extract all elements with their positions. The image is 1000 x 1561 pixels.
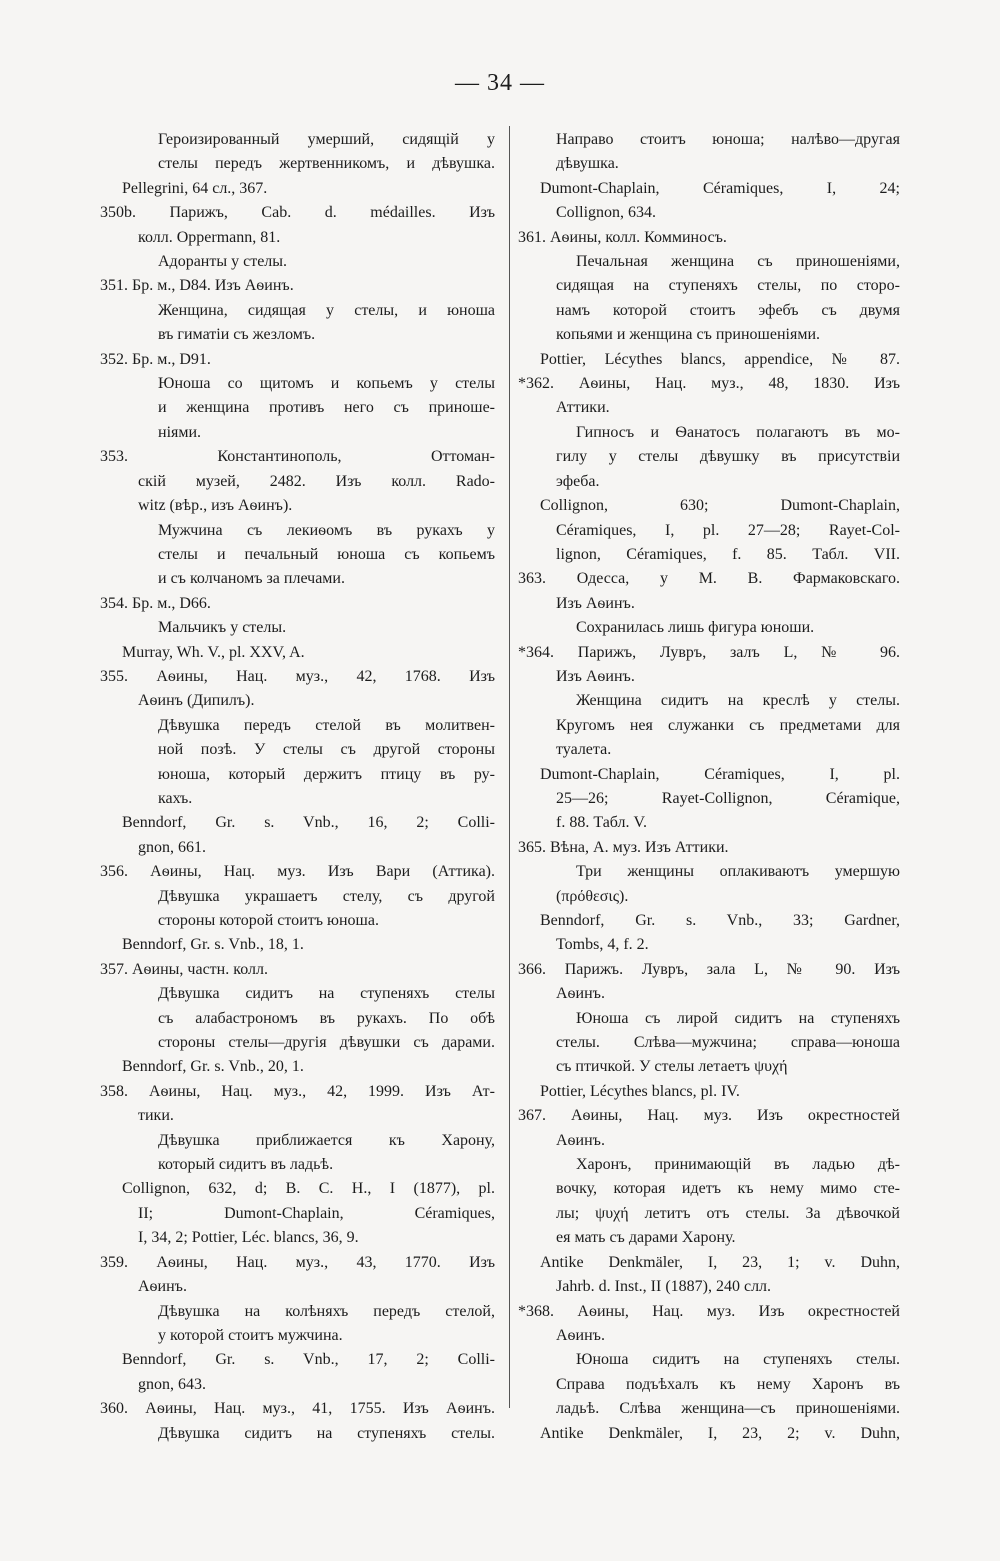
left-column <box>100 128 495 1446</box>
text-line: Юноша со щитомъ и копьемъ у стелы <box>158 375 495 393</box>
text-line: 356. Аѳины, Нац. муз. Изъ Вари (Аттика). <box>100 863 495 881</box>
text-line: *368. Аѳины, Нац. муз. Изъ окрестностей <box>518 1302 900 1320</box>
text-line: Женщина сидитъ на креслѣ у стелы. <box>576 692 900 710</box>
text-line: *362. Аѳины, Нац. муз., 48, 1830. Изъ <box>518 375 900 393</box>
text-line: 354. Бр. м., D66. <box>100 594 211 612</box>
text-line: 355. Аѳины, Нац. муз., 42, 1768. Изъ <box>100 667 495 685</box>
text-line: gnon, 643. <box>138 1375 206 1393</box>
right-column <box>518 128 900 1446</box>
text-line: Benndorf, Gr. s. Vnb., 18, 1. <box>122 936 304 954</box>
text-line: Дѣвушка приближается къ Харону, <box>158 1131 495 1149</box>
text-line: Céramiques, I, pl. 27—28; Rayet-Col- <box>556 521 900 539</box>
text-line: и съ колчаномъ за плечами. <box>158 570 345 588</box>
text-line: стороны стелы—другія дѣвушки съ дарами. <box>158 1034 495 1052</box>
text-line: эфеба. <box>556 472 600 490</box>
text-line: который сидитъ въ ладьѣ. <box>158 1156 334 1174</box>
text-line: вочку, которая идетъ къ нему мимо сте- <box>556 1180 900 1198</box>
text-line: стороны которой стоитъ юноша. <box>158 912 379 929</box>
text-line: witz (вѣр., изъ Аѳинъ). <box>138 497 293 515</box>
text-line: (πρόθεσις). <box>556 887 629 905</box>
text-line: 365. Вѣна, А. муз. Изъ Аттики. <box>518 838 729 856</box>
text-line: Collignon, 630; Dumont-Chaplain, <box>540 497 900 515</box>
text-line: 25—26; Rayet-Collignon, Céramique, <box>556 789 900 807</box>
text-line: Murray, Wh. V., pl. XXV, A. <box>122 643 305 661</box>
text-line: 353. Константинополь, Оттоман- <box>100 448 495 466</box>
text-line: Мужчина съ лекиѳомъ въ рукахъ у <box>158 521 495 539</box>
text-line: ніями. <box>158 423 202 441</box>
text-line: тики. <box>138 1107 174 1125</box>
text-line: gnon, 661. <box>138 838 206 856</box>
text-line: Benndorf, Gr. s. Vnb., 20, 1. <box>122 1058 304 1076</box>
text-line: 359. Аѳины, Нац. муз., 43, 1770. Изъ <box>100 1253 495 1271</box>
text-line: Аѳинъ. <box>556 1131 605 1149</box>
text-line: Antike Denkmäler, I, 23, 1; v. Duhn, <box>540 1253 900 1271</box>
text-line: Аѳинъ. <box>556 1326 605 1344</box>
text-line: 361. Аѳины, колл. Комминосъ. <box>518 228 727 246</box>
text-line: *364. Парижъ, Лувръ, залъ L, № 96. <box>518 643 900 661</box>
text-line: дѣвушка. <box>556 155 619 173</box>
text-line: Antike Denkmäler, I, 23, 2; v. Duhn, <box>540 1424 900 1442</box>
text-line: Юноша съ лирой сидитъ на ступеняхъ <box>576 1009 900 1027</box>
text-line: Справа подъѣхалъ къ нему Харонъ въ <box>556 1375 900 1393</box>
text-line: Benndorf, Gr. s. Vnb., 17, 2; Colli- <box>122 1351 495 1369</box>
text-line: у которой стоитъ мужчина. <box>158 1326 343 1344</box>
text-line: скій музей, 2482. Изъ колл. Rado- <box>138 472 495 490</box>
text-line: Dumont-Chaplain, Céramiques, I, 24; <box>540 179 900 197</box>
text-line: I, 34, 2; Pottier, Léc. blancs, 36, 9. <box>138 1229 359 1247</box>
text-line: Pottier, Lécythes blancs, pl. IV. <box>540 1082 740 1100</box>
text-line: туалета. <box>556 741 612 759</box>
text-line: 366. Парижъ. Лувръ, зала L, № 90. Изъ <box>518 960 900 978</box>
text-line: Collignon, 632, d; B. C. H., I (1877), pl. <box>122 1180 495 1198</box>
text-line: Pellegrini, 64 сл., 367. <box>122 179 268 197</box>
text-line: Benndorf, Gr. s. Vnb., 33; Gardner, <box>540 912 900 929</box>
text-line: ладьѣ. Слѣва женщина—съ приношеніями. <box>556 1400 900 1418</box>
text-line: 367. Аѳины, Нац. муз. Изъ окрестностей <box>518 1107 900 1125</box>
page-number: — 34 — <box>455 70 545 96</box>
text-line: ея мать съ дарами Харону. <box>556 1229 736 1247</box>
text-line: стелы. Слѣва—мужчина; справа—юноша <box>556 1034 900 1052</box>
text-line: Аѳинъ. <box>138 1278 187 1296</box>
text-line: Мальчикъ у стелы. <box>158 619 287 637</box>
text-line: сидящая на ступеняхъ стелы, по сторо- <box>556 277 900 295</box>
text-line: Героизированный умерший, сидящій у <box>158 131 495 148</box>
text-line: 357. Аѳины, частн. колл. <box>100 960 268 978</box>
text-line: Collignon, 634. <box>556 204 657 222</box>
text-line: намъ которой стоитъ эфебъ съ двумя <box>556 301 900 319</box>
text-line: 358. Аѳины, Нац. муз., 42, 1999. Изъ Ат- <box>100 1082 495 1100</box>
text-line: кахъ. <box>158 789 193 807</box>
text-line: съ алабастрономъ въ рукахъ. По обѣ <box>158 1009 495 1027</box>
text-line: колл. Oppermann, 81. <box>138 228 281 246</box>
text-line: ной позѣ. У стелы съ другой стороны <box>158 741 495 759</box>
text-line: 360. Аѳины, Нац. муз., 41, 1755. Изъ Аѳинъ. <box>100 1400 495 1418</box>
text-line: съ птичкой. У стелы летаетъ ψυχή <box>556 1058 788 1076</box>
text-line: Направо стоитъ юноша; налѣво—другая <box>556 131 900 148</box>
text-line: II; Dumont-Chaplain, Céramiques, <box>138 1204 495 1222</box>
text-line: Гипносъ и Ѳанатосъ полагаютъ въ мо- <box>576 423 900 441</box>
text-line: Юноша сидитъ на ступеняхъ стелы. <box>576 1351 900 1369</box>
text-line: Женщина, сидящая у стелы, и юноша <box>158 301 495 319</box>
text-line: Аѳинъ. <box>556 985 605 1003</box>
text-line: 350b. Парижъ, Cab. d. médailles. Изъ <box>100 204 495 222</box>
text-line: Сохранилась лишь фигура юноши. <box>576 619 815 637</box>
text-line: стелы передъ жертвенникомъ, и дѣвушка. <box>158 155 495 173</box>
text-line: Дѣвушка украшаетъ стелу, съ другой <box>158 887 495 905</box>
text-line: Dumont-Chaplain, Céramiques, I, pl. <box>540 765 900 783</box>
text-line: стелы и печальный юноша съ копьемъ <box>158 545 495 563</box>
text-line: въ гиматіи съ жезломъ. <box>158 326 316 344</box>
text-line: f. 88. Табл. V. <box>556 814 648 832</box>
text-line: Tombs, 4, f. 2. <box>556 936 649 954</box>
text-line: копьями и женщина съ приношеніями. <box>556 326 821 344</box>
text-line: 352. Бр. м., D91. <box>100 350 211 368</box>
text-line: Аѳинъ (Дипилъ). <box>138 692 255 710</box>
text-line: Дѣвушка сидитъ на ступеняхъ стелы <box>158 985 495 1003</box>
text-line: Адоранты у стелы. <box>158 253 288 271</box>
text-line: Jahrb. d. Inst., II (1887), 240 слл. <box>556 1278 772 1296</box>
text-line: Pottier, Lécythes blancs, appendice, № 87. <box>540 350 900 368</box>
column-divider <box>509 126 510 1408</box>
text-line: Аттики. <box>556 399 610 417</box>
text-line: Изъ Аѳинъ. <box>556 667 635 685</box>
text-line: Дѣвушка сидитъ на ступеняхъ стелы. <box>158 1424 495 1442</box>
text-line: юноша, который держитъ птицу въ ру- <box>158 765 495 783</box>
text-line: гилу у стелы дѣвушку въ присутствіи <box>556 448 900 466</box>
text-line: 363. Одесса, у М. В. Фармаковскаго. <box>518 570 900 588</box>
text-line: Benndorf, Gr. s. Vnb., 16, 2; Colli- <box>122 814 495 832</box>
text-line: Кругомъ нея служанки съ предметами для <box>556 716 900 734</box>
text-line: Печальная женщина съ приношеніями, <box>576 253 900 271</box>
text-line: 351. Бр. м., D84. Изъ Аѳинъ. <box>100 277 294 295</box>
text-line: Изъ Аѳинъ. <box>556 594 635 612</box>
text-line: и женщина противъ него съ приноше- <box>158 399 495 417</box>
text-line: Харонъ, принимающій въ ладью дѣ- <box>576 1156 900 1174</box>
text-line: Дѣвушка на колѣняхъ передъ стелой, <box>158 1302 495 1320</box>
text-line: Три женщины оплакиваютъ умершую <box>576 863 900 881</box>
text-line: лы; ψυχή летитъ отъ стелы. За дѣвочкой <box>556 1204 900 1222</box>
text-line: lignon, Céramiques, f. 85. Табл. VII. <box>556 545 900 563</box>
text-line: Дѣвушка передъ стелой въ молитвен- <box>158 716 495 734</box>
